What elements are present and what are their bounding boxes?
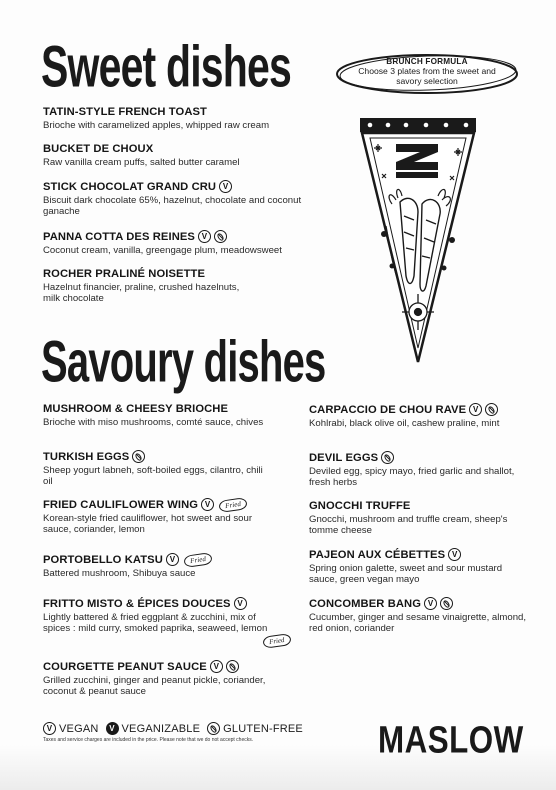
vegan-icon <box>198 230 211 243</box>
dish-description: Kohlrabi, black olive oil, cashew praline, mint <box>309 418 500 429</box>
vegan-icon <box>234 597 247 610</box>
dish-name: COURGETTE PEANUT SAUCE <box>43 660 207 673</box>
dish-description: Grilled zucchini, ginger and peanut pickle, coriander, coconut & peanut sauce <box>43 675 266 697</box>
savoury-dish <box>309 597 539 634</box>
brunch-formula-subtitle: Choose 3 plates from the sweet and savory selection <box>358 66 496 86</box>
savoury-dish <box>309 403 539 430</box>
gluten-free-icon <box>226 660 239 673</box>
dish-name: TURKISH EGGS <box>43 450 130 463</box>
dish-name: CONCOMBER BANG <box>309 597 422 610</box>
dish-name: PORTOBELLO KATSU <box>43 553 163 566</box>
vegan-icon <box>210 660 223 673</box>
diet-legend <box>43 722 307 735</box>
sweet-dish <box>43 180 303 217</box>
savoury-dish <box>43 553 293 580</box>
dish-name: CARPACCIO DE CHOU RAVE <box>309 403 467 416</box>
sweet-dishes-title: Sweet dishes <box>41 34 291 100</box>
legend-gluten-free-label: GLUTEN-FREE <box>223 722 303 735</box>
dish-name: BUCKET DE CHOUX <box>43 143 154 155</box>
dish-name: FRITTO MISTO & ÉPICES DOUCES <box>43 597 231 610</box>
savoury-dishes-title: Savoury dishes <box>41 329 326 395</box>
dish-description: Deviled egg, spicy mayo, fried garlic and shallot, fresh herbs <box>309 466 515 488</box>
dish-description: Biscuit dark chocolate 65%, hazelnut, chocolate and coconut ganache <box>43 195 302 217</box>
dish-name: TATIN-STYLE FRENCH TOAST <box>43 106 207 118</box>
vegan-icon <box>219 180 232 193</box>
fried-badge: Fried <box>218 497 247 513</box>
dish-name: FRIED CAULIFLOWER WING <box>43 498 199 511</box>
pennant-illustration <box>356 116 480 366</box>
dish-description: Cucumber, ginger and sesame vinaigrette, almond, red onion, coriander <box>309 612 527 634</box>
dish-description: Korean-style fried cauliflower, hot sweet and sour sauce, coriander, lemon <box>43 513 253 535</box>
sweet-dish <box>43 106 343 132</box>
veganizable-icon <box>106 722 119 735</box>
dish-description: Battered mushroom, Shibuya sauce <box>43 568 196 579</box>
dish-name: PANNA COTTA DES REINES <box>43 230 195 243</box>
dish-name: GNOCCHI TRUFFE <box>309 500 411 512</box>
savoury-dish <box>43 597 286 647</box>
savoury-dish <box>309 548 519 585</box>
dish-description: Lightly battered & fried eggplant & zucchini, mix of spices : mild curry, smoked paprika, seaweed, lemon <box>43 612 268 634</box>
savoury-dish <box>43 403 293 429</box>
dish-name: MUSHROOM & CHEESY BRIOCHE <box>43 403 229 415</box>
gluten-free-icon <box>214 230 227 243</box>
dish-name: DEVIL EGGS <box>309 451 379 464</box>
fried-badge: Fried <box>262 633 291 649</box>
dish-name: STICK CHOCOLAT GRAND CRU <box>43 180 217 193</box>
dish-description: Raw vanilla cream puffs, salted butter caramel <box>43 157 240 168</box>
vegan-icon <box>448 548 461 561</box>
gluten-free-icon <box>485 403 498 416</box>
brunch-formula-badge <box>334 52 520 96</box>
vegan-icon <box>201 498 214 511</box>
gluten-free-icon <box>207 722 220 735</box>
price-disclaimer: Taxes and service charges are included in the price. Please note that we do not accept checks. <box>43 737 254 743</box>
dish-name: PAJEON AUX CÉBETTES <box>309 548 446 561</box>
vegan-icon <box>469 403 482 416</box>
fried-badge: Fried <box>183 552 212 568</box>
dish-description: Spring onion galette, sweet and sour mustard sauce, green vegan mayo <box>309 563 503 585</box>
gluten-free-icon <box>132 450 145 463</box>
dish-description: Sheep yogurt labneh, soft-boiled eggs, cilantro, chili oil <box>43 465 263 487</box>
dish-description: Coconut cream, vanilla, greengage plum, meadowsweet <box>43 245 282 256</box>
sweet-dish <box>43 230 363 257</box>
dish-description: Brioche with caramelized apples, whipped raw cream <box>43 120 270 131</box>
dish-description: Hazelnut financier, praline, crushed hazelnuts, milk chocolate <box>43 282 240 304</box>
sweet-dish <box>43 268 243 304</box>
gluten-free-icon <box>381 451 394 464</box>
dish-description: Brioche with miso mushrooms, comté sauce, chives <box>43 417 264 428</box>
dish-description: Gnocchi, mushroom and truffle cream, sheep's tomme cheese <box>309 514 508 536</box>
maslow-logo: MASLOW <box>378 718 524 761</box>
savoury-dish <box>43 660 293 697</box>
vegan-icon <box>43 722 56 735</box>
savoury-dish <box>309 451 534 488</box>
sweet-dish <box>43 143 343 169</box>
brunch-formula-title: BRUNCH FORMULA <box>386 57 468 66</box>
savoury-dish <box>43 498 278 535</box>
dish-name: ROCHER PRALINÉ NOISETTE <box>43 268 206 280</box>
legend-veganizable-label: VEGANIZABLE <box>121 722 201 735</box>
savoury-dish <box>309 500 524 536</box>
gluten-free-icon <box>440 597 453 610</box>
vegan-icon <box>424 597 437 610</box>
legend-vegan-label: VEGAN <box>59 722 99 735</box>
savoury-dish <box>43 450 273 487</box>
vegan-icon <box>166 553 179 566</box>
